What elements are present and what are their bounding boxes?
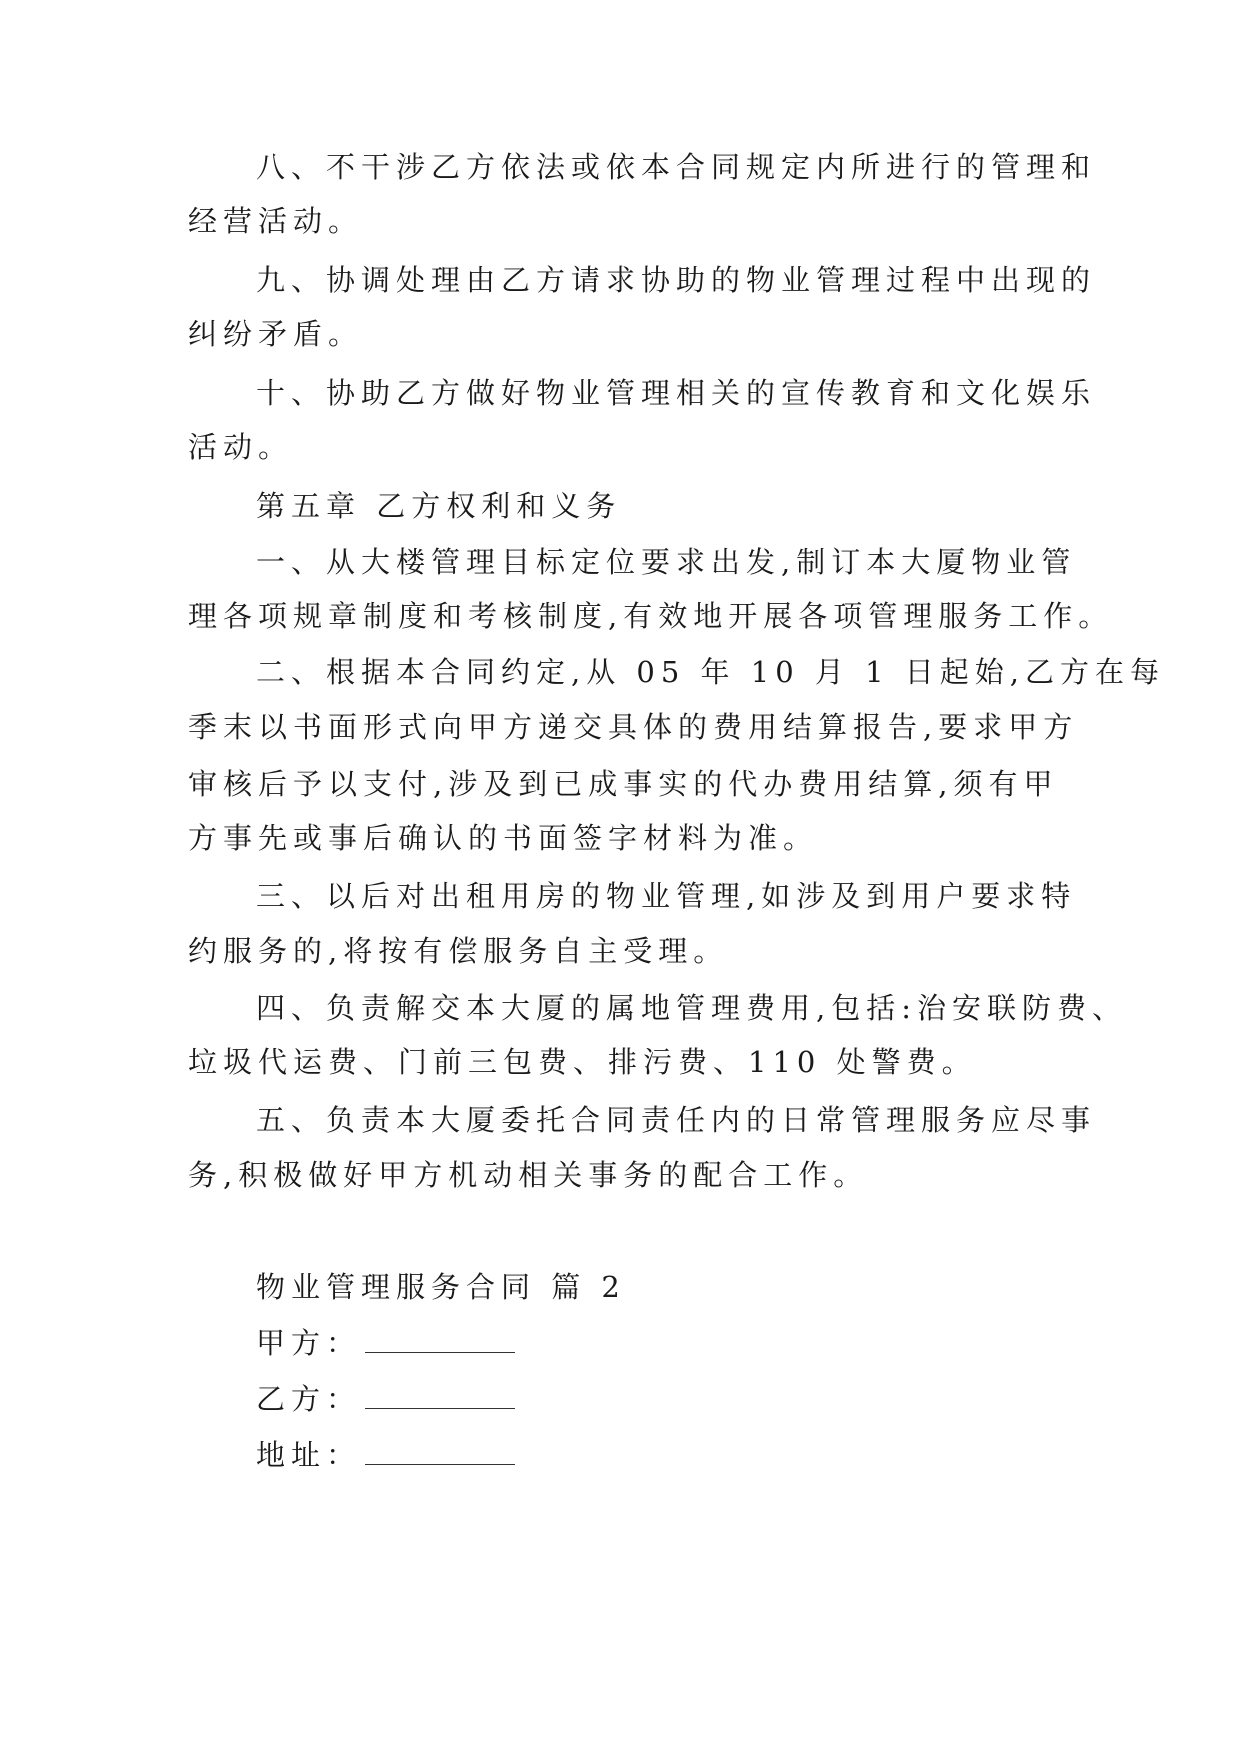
paragraph-line: 二、根据本合同约定,从 05 年 10 月 1 日起始,乙方在每 — [256, 655, 1166, 689]
party-b-blank — [365, 1382, 515, 1409]
paragraph-line: 季末以书面形式向甲方递交具体的费用结算报告,要求甲方 — [188, 710, 1079, 744]
party-a-label: 甲方： — [256, 1326, 362, 1360]
paragraph-line: 八、不干涉乙方依法或依本合同规定内所进行的管理和 — [256, 150, 1097, 184]
paragraph-line: 理各项规章制度和考核制度,有效地开展各项管理服务工作。 — [188, 599, 1114, 633]
paragraph-line: 九、协调处理由乙方请求协助的物业管理过程中出现的 — [256, 263, 1097, 297]
address-blank — [365, 1438, 515, 1465]
paragraph-line: 约服务的,将按有偿服务自主受理。 — [188, 934, 729, 968]
paragraph-line: 五、负责本大厦委托合同责任内的日常管理服务应尽事 — [256, 1103, 1097, 1137]
paragraph-line: 经营活动。 — [188, 204, 364, 238]
paragraph-line: 方事先或事后确认的书面签字材料为准。 — [188, 821, 819, 855]
address-label: 地址： — [256, 1438, 362, 1472]
party-a-blank — [365, 1326, 515, 1353]
chapter-heading: 第五章 乙方权利和义务 — [256, 489, 622, 523]
paragraph-line: 四、负责解交本大厦的属地管理费用,包括:治安联防费、 — [256, 991, 1127, 1025]
paragraph-line: 一、从大楼管理目标定位要求出发,制订本大厦物业管 — [256, 545, 1077, 579]
paragraph-line: 十、协助乙方做好物业管理相关的宣传教育和文化娱乐 — [256, 376, 1097, 410]
party-b-label: 乙方： — [256, 1382, 362, 1416]
paragraph-line: 三、以后对出租用房的物业管理,如涉及到用户要求特 — [256, 879, 1077, 913]
paragraph-line: 务,积极做好甲方机动相关事务的配合工作。 — [188, 1158, 869, 1192]
section-title: 物业管理服务合同 篇 2 — [256, 1270, 626, 1304]
party-a-row — [256, 1323, 515, 1363]
address-row — [256, 1435, 515, 1475]
paragraph-line: 纠纷矛盾。 — [188, 317, 364, 351]
paragraph-line: 活动。 — [188, 430, 294, 464]
paragraph-line: 垃圾代运费、门前三包费、排污费、110 处警费。 — [188, 1045, 977, 1079]
party-b-row — [256, 1379, 515, 1419]
paragraph-line: 审核后予以支付,涉及到已成事实的代办费用结算,须有甲 — [188, 767, 1059, 801]
